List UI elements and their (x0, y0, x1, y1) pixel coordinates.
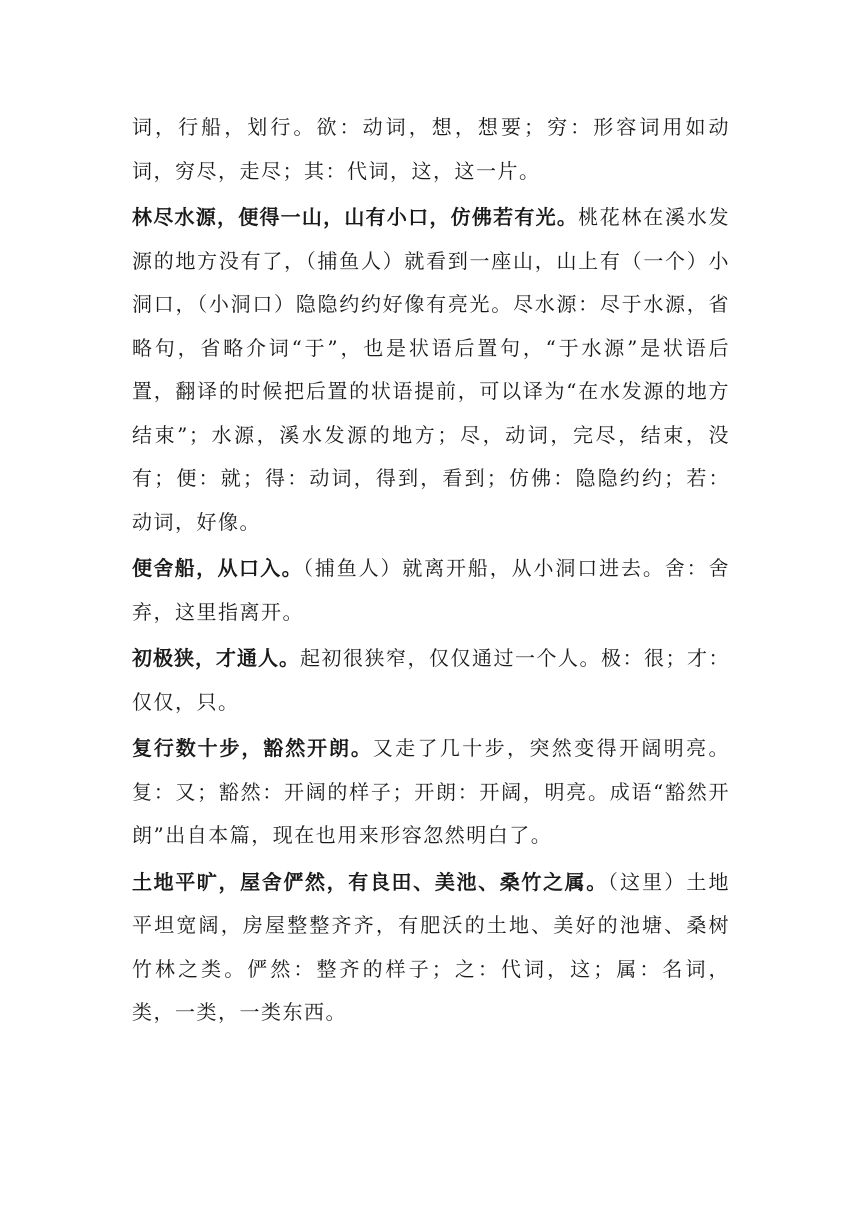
paragraph-4-source-sentence: 初极狭，才通人。 (132, 646, 300, 670)
paragraph-5-explanation: 又走了几十步，突然变得开阔明亮。复：又；豁然：开阔的样子；开朗：开阔，明亮。成语“豁然开朗”出自本篇，现在也用来形容忽然明白了。 (132, 736, 731, 847)
paragraph-3-explanation: （捕鱼人）就离开船，从小洞口进去。舍：舍弃，这里指离开。 (132, 556, 731, 624)
paragraph-6-source-sentence: 土地平旷，屋舍俨然，有良田、美池、桑竹之属。 (132, 869, 608, 894)
paragraph-3 (132, 547, 730, 634)
paragraph-5 (132, 727, 730, 858)
paragraph-3-source-sentence: 便舍船，从口入。 (132, 556, 303, 580)
paragraph-2-explanation: 桃花林在溪水发源的地方没有了，（捕鱼人）就看到一座山，山上有（一个）小洞口，（小洞口）隐隐约约好像有亮光。尽水源：尽于水源，省略句，省略介词“于”，也是状语后置句，“于水源”是状语后置，翻译的时候把后置的状语提前，可以译为“在水发源的地方结束”；水源，溪水发源的地方；尽，动词，完尽，结束，没有；便：就；得：动词，得到，看到；仿佛：隐隐约约；若：动词，好像。 (132, 205, 731, 534)
paragraph-1-text: 词，行船，划行。欲：动词，想，想要；穷：形容词用如动词，穷尽，走尽；其：代词，这，这一片。 (132, 115, 730, 183)
paragraph-1 (132, 106, 730, 193)
paragraph-2 (132, 196, 730, 544)
paragraph-5-source-sentence: 复行数十步，豁然开朗。 (132, 736, 373, 760)
paragraph-2-source-sentence: 林尽水源，便得一山，山有小口，仿佛若有光。 (132, 205, 579, 229)
paragraph-4 (132, 637, 730, 724)
paragraph-4-explanation: 起初很狭窄，仅仅通过一个人。极：很；才：仅仅，只。 (132, 646, 730, 714)
paragraph-6 (132, 861, 730, 1035)
paragraph-6-explanation: （这里）土地平坦宽阔，房屋整整齐齐，有肥沃的土地、美好的池塘、桑树竹林之类。俨然：整齐的样子；之：代词，这；属：名词，类，一类，一类东西。 (132, 869, 731, 1024)
document-body (132, 106, 730, 1038)
